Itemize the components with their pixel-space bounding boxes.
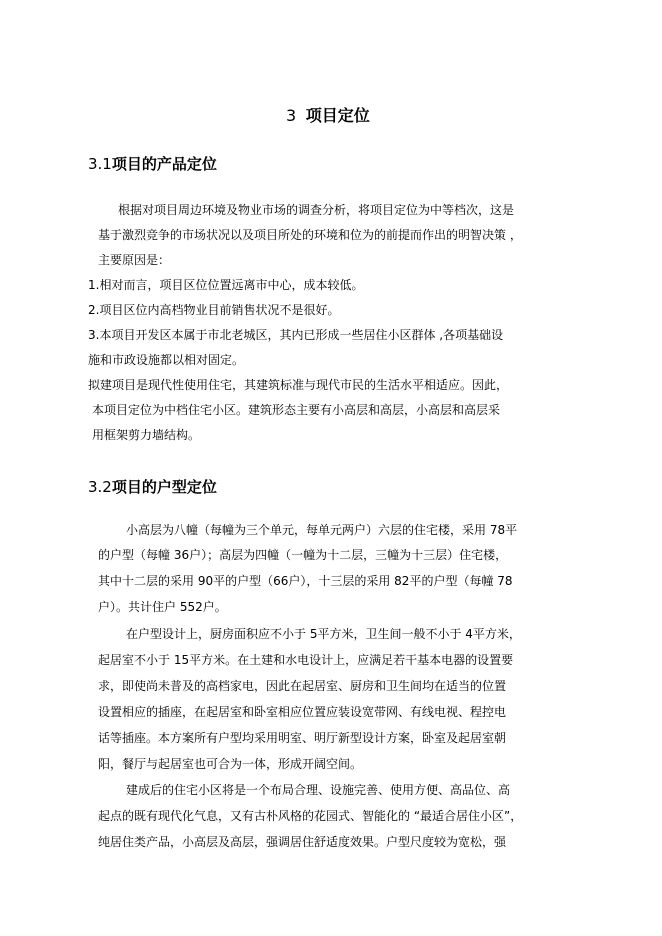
chapter-heading bbox=[286, 103, 370, 126]
section-heading-3-1 bbox=[88, 153, 217, 174]
paragraph-line: 根据对项目周边环境及物业市场的调查分析，将项目定位为中等档次，这是 bbox=[118, 203, 515, 217]
paragraph-line: 的户型（每幢 36户）；高层为四幢（一幢为十二层，三幢为十三层）住宅楼， bbox=[98, 548, 508, 562]
section-title: 项目的户型定位 bbox=[111, 478, 217, 496]
paragraph-line: 在户型设计上，厨房面积应不小于 5平方米，卫生间一般不小于 4平方米， bbox=[126, 627, 521, 641]
paragraph-line: 拟建项目是现代性使用住宅，其建筑标准与现代市民的生活水平相适应。因此， bbox=[88, 378, 509, 392]
paragraph-line: 主要原因是： bbox=[98, 253, 171, 267]
paragraph-line: 1.相对而言，项目区位位置远离市中心，成本较低。 bbox=[88, 278, 364, 292]
paragraph-line: 起居室不小于 15平方米。在土建和水电设计上，应满足若干基本电器的设置要 bbox=[98, 653, 514, 667]
paragraph-line: 基于激烈竞争的市场状况以及项目所处的环境和位为的前提而作出的明智决策 ， bbox=[98, 228, 522, 242]
paragraph-line: 其中十二层的采用 90平的户型（66户），十三层的采用 82平的户型（每幢 78 bbox=[98, 574, 513, 588]
paragraph-line: 纯居住类产品，小高层及高层，强调居住舒适度效果。户型尺度较为宽松，强 bbox=[98, 835, 507, 849]
chapter-title: 项目定位 bbox=[305, 106, 370, 125]
section-title: 项目的产品定位 bbox=[111, 155, 217, 173]
paragraph-line: 2.项目区位内高档物业目前销售状况不是很好。 bbox=[88, 303, 340, 317]
paragraph-line: 小高层为八幢（每幢为三个单元，每单元两户）六层的住宅楼，采用 78平 bbox=[126, 523, 518, 537]
paragraph-line: 设置相应的插座，在起居室和卧室相应位置应装设宽带网、有线电视、程控电 bbox=[98, 705, 507, 719]
section-heading-3-2 bbox=[88, 476, 217, 497]
paragraph-line: 求，即使尚未普及的高档家电，因此在起居室、厨房和卫生间均在适当的位置 bbox=[98, 679, 507, 693]
paragraph-line: 用框架剪力墙结构。 bbox=[92, 428, 201, 442]
paragraph-line: 3.本项目开发区本属于市北老城区，其内已形成一些居住小区群体 ,各项基础设 bbox=[88, 328, 504, 342]
paragraph-line: 阳，餐厅与起居室也可合为一体，形成开阔空间。 bbox=[98, 757, 363, 771]
chapter-number: 3 bbox=[286, 106, 297, 125]
paragraph-line: 话等插座。本方案所有户型均采用明室、明厅新型设计方案，卧室及起居室朝 bbox=[98, 731, 507, 745]
paragraph-line: 施和市政设施都以相对固定。 bbox=[88, 353, 245, 367]
paragraph-line: 起点的既有现代化气息，又有古朴风格的花园式、智能化的 “最适合居住小区”， bbox=[98, 809, 523, 823]
paragraph-line: 建成后的住宅小区将是一个布局合理、设施完善、使用方便、高品位、高 bbox=[126, 783, 511, 797]
section-number: 3.1 bbox=[88, 155, 112, 173]
paragraph-line: 户）。共计住户 552户。 bbox=[98, 600, 227, 614]
paragraph-line: 本项目定位为中档住宅小区。建筑形态主要有小高层和高层，小高层和高层采 bbox=[92, 403, 501, 417]
section-number: 3.2 bbox=[88, 478, 112, 496]
